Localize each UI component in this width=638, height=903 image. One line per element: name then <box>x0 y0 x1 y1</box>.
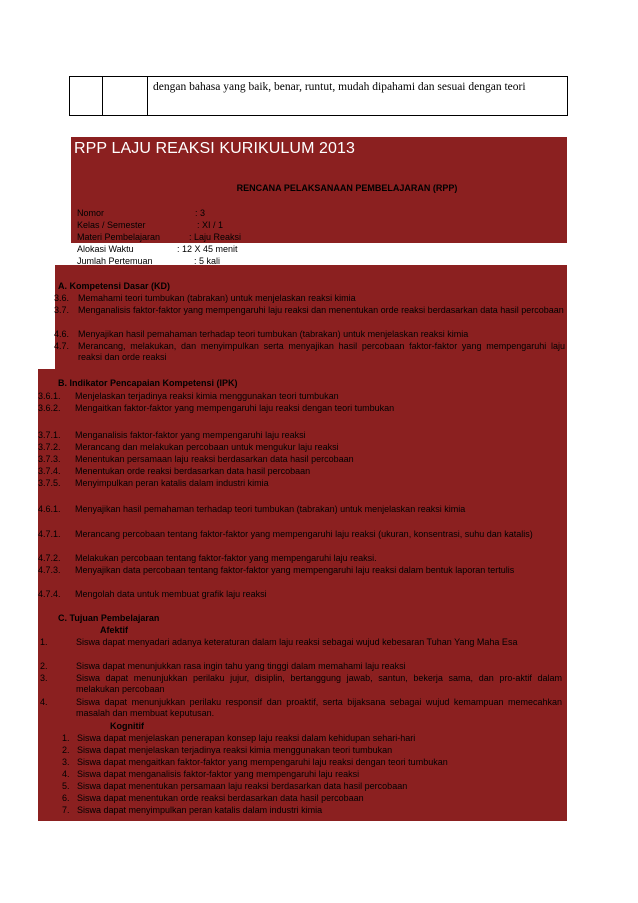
item-number: 3.7.5. <box>38 478 61 488</box>
table-cell-text: dengan bahasa yang baik, benar, runtut, mudah dipahami dan sesuai dengan teori <box>153 81 526 93</box>
item-text: Menganalisis faktor-faktor yang mempengaruhi laju reaksi dan menentukan orde reaksi berdasarkan data hasil percobaan <box>78 305 564 315</box>
item-text: C. Tujuan Pembelajaran <box>58 613 160 623</box>
meta-label: Nomor <box>77 208 105 218</box>
continuation-table <box>69 76 568 116</box>
item-text: B. Indikator Pencapaian Kompetensi (IPK) <box>58 378 238 388</box>
item-number: 1. <box>62 733 70 743</box>
item-number: 3.7.1. <box>38 430 61 440</box>
item-text: Mengaitkan faktor-faktor yang mempengaruhi laju reaksi dengan teori tumbukan <box>75 403 395 413</box>
item-number: 4.7.4. <box>38 589 61 599</box>
item-number: 3.6. <box>54 293 70 303</box>
item-text: Merancang percobaan tentang faktor-faktor yang mempengaruhi laju reaksi (ukuran, konsentrasi, suhu dan katalis) <box>75 529 533 539</box>
meta-label: Materi Pembelajaran <box>77 232 161 242</box>
item-text: Siswa dapat menunjukkan perilaku responsif dan proaktif, serta bijaksana sebagai wujud kemampuan memecahkan masalah dan membuat keputusan. <box>76 697 562 718</box>
item-text: Menentukan persamaan laju reaksi berdasarkan data hasil percobaan <box>75 454 354 464</box>
document-subtitle: RENCANA PELAKSANAAN PEMBELAJARAN (RPP) <box>236 183 458 193</box>
item-number: 6. <box>62 793 70 803</box>
table-cell-empty <box>102 77 148 115</box>
item-text: Memahami teori tumbukan (tabrakan) untuk menjelaskan reaksi kimia <box>78 293 356 303</box>
item-text: Siswa dapat menganalisis faktor-faktor yang mempengaruhi laju reaksi <box>77 769 360 779</box>
item-text: Melakukan percobaan tentang faktor-faktor yang mempengaruhi laju reaksi. <box>75 553 377 563</box>
item-number: 7. <box>62 805 70 815</box>
item-number: 3.7.2. <box>38 442 61 452</box>
item-text: Menentukan orde reaksi berdasarkan data hasil percobaan <box>75 466 311 476</box>
item-text: Siswa dapat menentukan persamaan laju reaksi berdasarkan data hasil percobaan <box>77 781 408 791</box>
item-text: Siswa dapat menunjukkan rasa ingin tahu yang tinggi dalam memahami laju reaksi <box>76 661 406 671</box>
item-number: 4.6.1. <box>38 504 61 514</box>
item-number: 3.7.3. <box>38 454 61 464</box>
item-number: 1. <box>40 637 48 647</box>
item-number: 4.7. <box>54 341 70 351</box>
item-text: Menyajikan hasil pemahaman terhadap teori tumbukan (tabrakan) untuk menjelaskan reaksi kimia <box>75 504 466 514</box>
item-text: Mengolah data untuk membuat grafik laju reaksi <box>75 589 267 599</box>
item-text: Menjelaskan terjadinya reaksi kimia menggunakan teori tumbukan <box>75 391 339 401</box>
item-number: 4.7.2. <box>38 553 61 563</box>
item-number: 3. <box>40 673 48 683</box>
item-number: 3.6.2. <box>38 403 61 413</box>
meta-value: : XI / 1 <box>197 220 224 230</box>
item-text: A. Kompetensi Dasar (KD) <box>58 281 171 291</box>
item-number: 3.7.4. <box>38 466 61 476</box>
item-text: Siswa dapat menyadari adanya keteraturan dalam laju reaksi sebagai wujud kebesaran Tuhan Yang Maha Esa <box>76 637 518 647</box>
meta-value: : 5 kali <box>194 256 221 266</box>
document-title: RPP LAJU REAKSI KURIKULUM 2013 <box>74 140 356 157</box>
item-text: Menganalisis faktor-faktor yang mempengaruhi laju reaksi <box>75 430 306 440</box>
item-number: 5. <box>62 781 70 791</box>
meta-value: : 3 <box>195 208 206 218</box>
item-text: Siswa dapat menunjukkan perilaku jujur, disiplin, bertanggung jawab, santun, bekerja sama, dan pro-aktif dalam melakukan percobaan <box>76 673 562 694</box>
item-number: 4.7.3. <box>38 565 61 575</box>
item-number: 3.7. <box>54 305 70 315</box>
item-number: 4.6. <box>54 329 70 339</box>
item-text: Siswa dapat menentukan orde reaksi berdasarkan data hasil percobaan <box>77 793 364 803</box>
meta-label: Jumlah Pertemuan <box>77 256 153 266</box>
item-number: 4. <box>40 697 48 707</box>
item-text: Siswa dapat menjelaskan penerapan konsep laju reaksi dalam kehidupan sehari-hari <box>77 733 416 743</box>
item-text: Menyajikan data percobaan tentang faktor-faktor yang mempengaruhi laju reaksi dalam bentuk laporan tertulis <box>75 565 515 575</box>
item-text: Siswa dapat menjelaskan terjadinya reaksi kimia menggunakan teori tumbukan <box>77 745 393 755</box>
item-text: Kognitif <box>110 721 144 731</box>
item-text: Afektif <box>100 625 129 635</box>
item-number: 2. <box>62 745 70 755</box>
meta-value: : 12 X 45 menit <box>177 244 238 254</box>
item-number: 4. <box>62 769 70 779</box>
meta-value: : Laju Reaksi <box>189 232 242 242</box>
item-text: Merancang dan melakukan percobaan untuk mengukur laju reaksi <box>75 442 339 452</box>
meta-label: Kelas / Semester <box>77 220 146 230</box>
table-cell-empty <box>70 77 103 115</box>
item-text: Merancang, melakukan, dan menyimpulkan serta menyajikan hasil percobaan faktor-faktor yang mempengaruhi laju reaksi dan orde reaksi <box>78 341 565 362</box>
item-number: 2. <box>40 661 48 671</box>
item-number: 3.6.1. <box>38 391 61 401</box>
item-text: Siswa dapat menyimpulkan peran katalis dalam industri kimia <box>77 805 323 815</box>
item-number: 3. <box>62 757 70 767</box>
item-number: 4.7.1. <box>38 529 61 539</box>
item-text: Siswa dapat mengaitkan faktor-faktor yang mempengaruhi laju reaksi dengan teori tumbukan <box>77 757 448 767</box>
meta-label: Alokasi Waktu <box>77 244 134 254</box>
item-text: Menyajikan hasil pemahaman terhadap teori tumbukan (tabrakan) untuk menjelaskan reaksi kimia <box>78 329 469 339</box>
item-text: Menyimpulkan peran katalis dalam industri kimia <box>75 478 269 488</box>
